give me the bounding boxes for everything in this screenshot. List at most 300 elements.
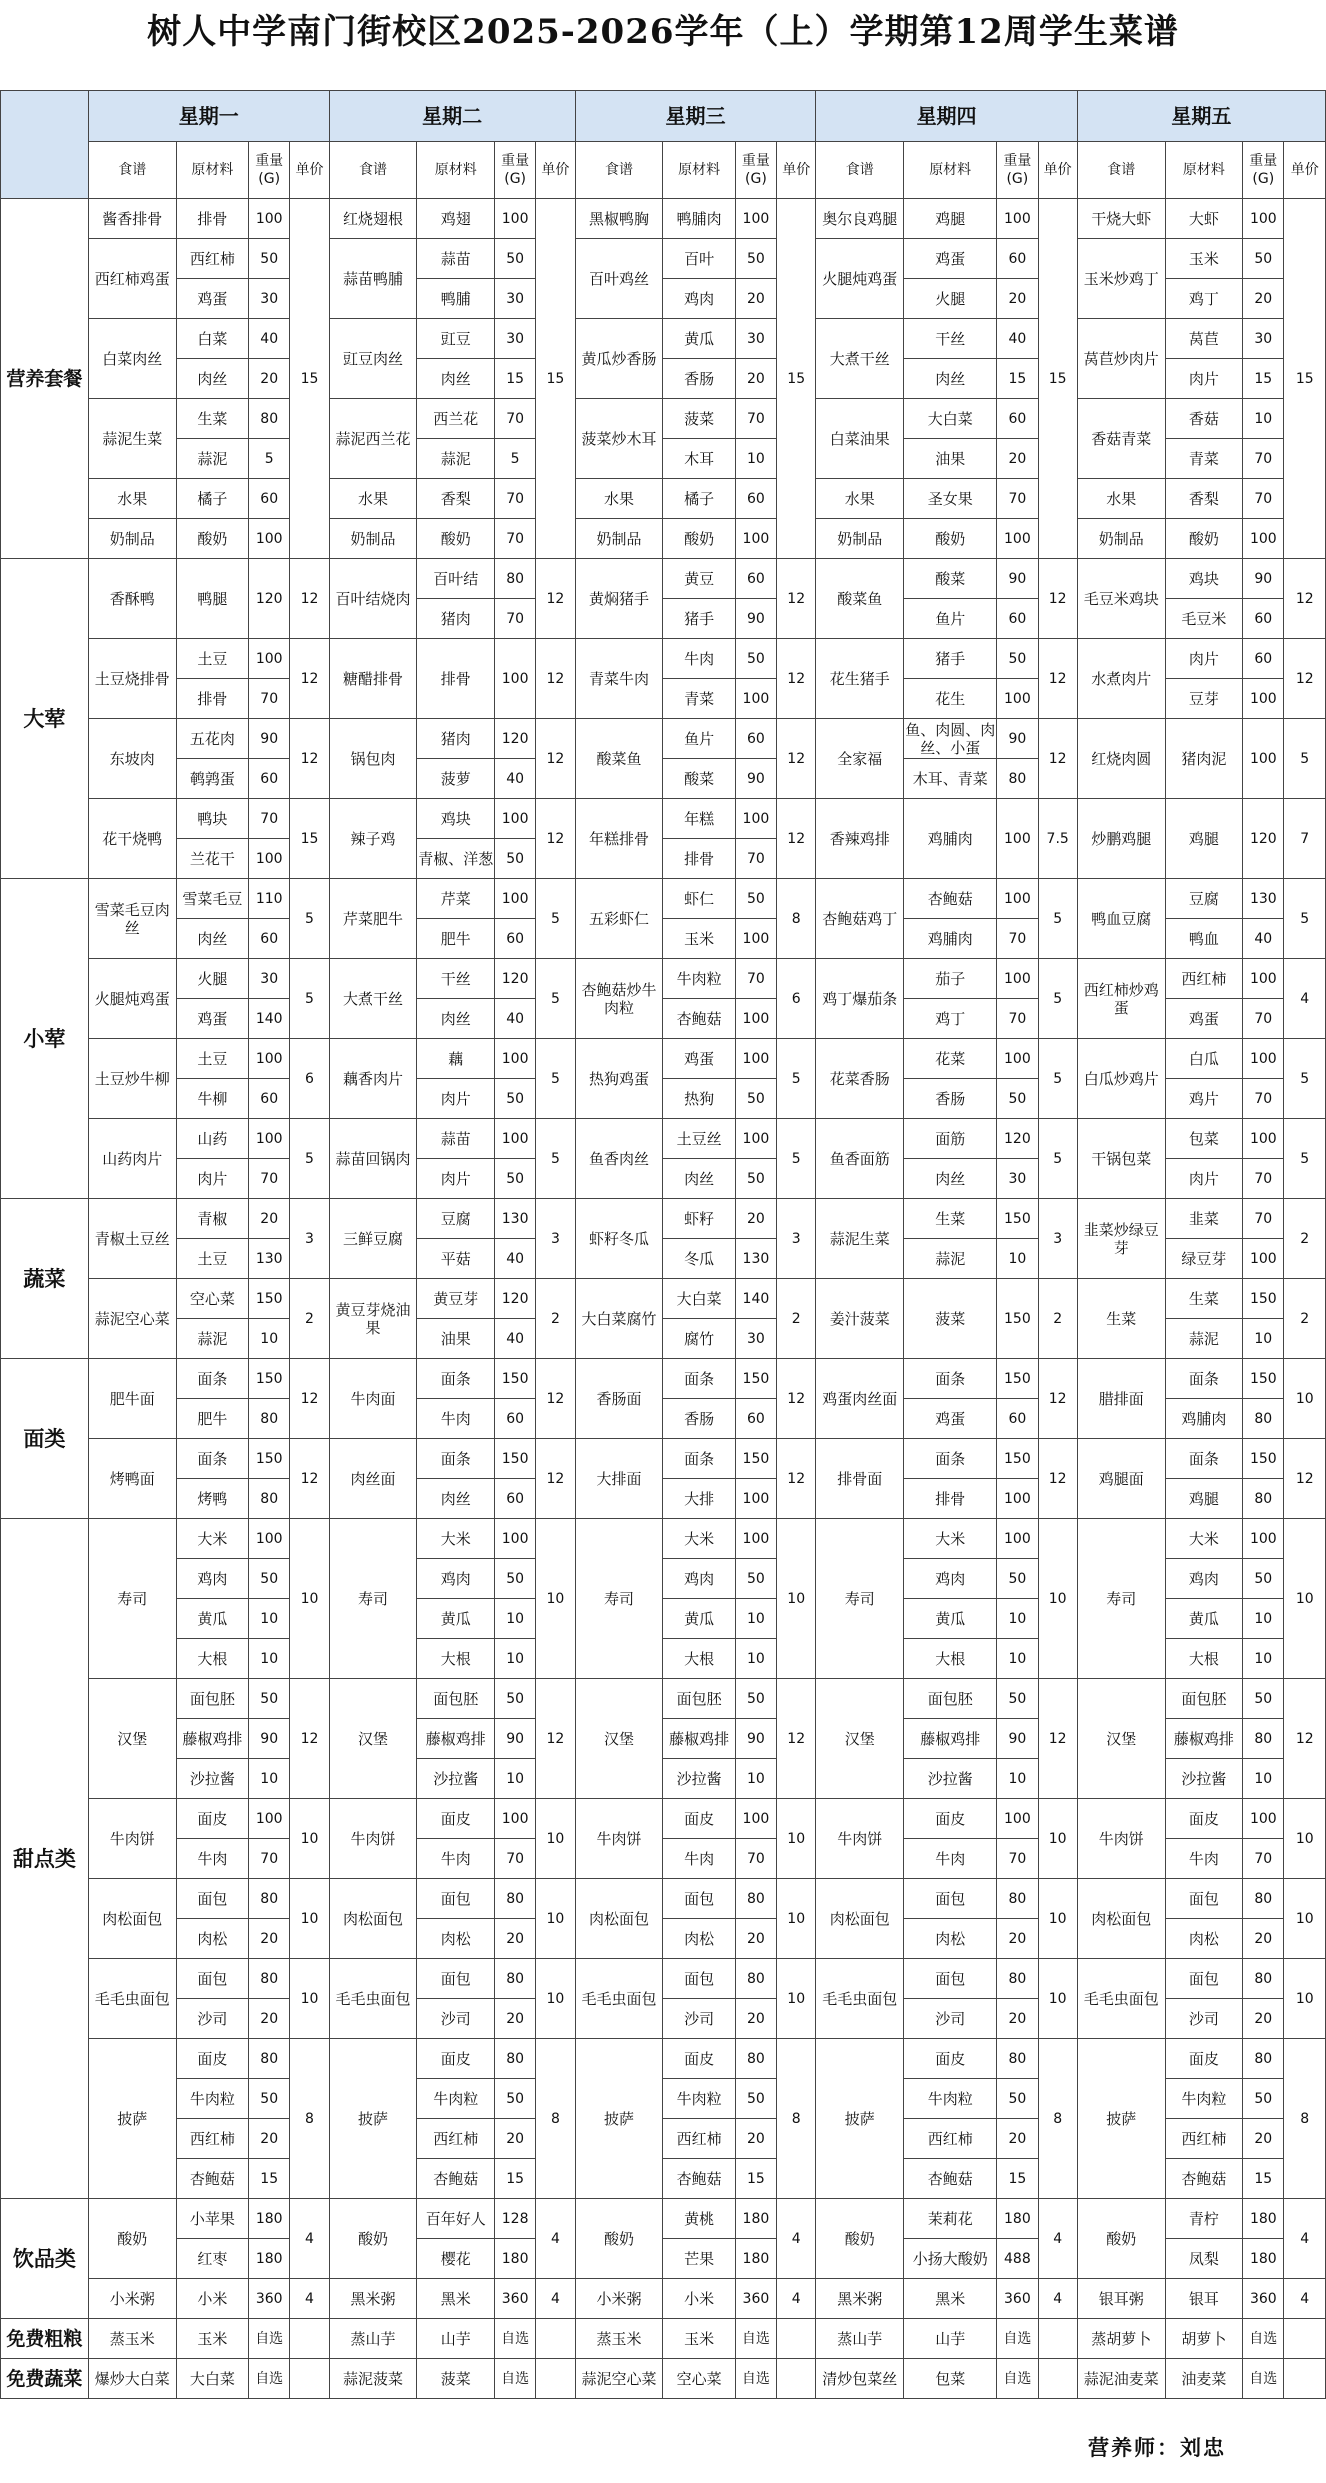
ingredient-weight: 180	[249, 2199, 290, 2239]
dish-price: 8	[290, 2039, 329, 2199]
ingredient-name: 鸡脯肉	[904, 799, 997, 879]
ingredient-name: 蒜泥	[904, 1239, 997, 1279]
ingredient-name: 面皮	[417, 2039, 495, 2079]
dish-price: 12	[777, 1679, 816, 1799]
ingredient-name: 面条	[417, 1439, 495, 1479]
ingredient-weight: 80	[997, 1879, 1038, 1919]
dish-name: 大煮干丝	[329, 959, 417, 1039]
ingredient-weight: 15	[735, 2159, 776, 2199]
col-header-dish: 食谱	[1077, 142, 1165, 199]
col-header-price: 单价	[290, 142, 329, 199]
ingredient-weight: 120	[494, 719, 535, 759]
ingredient-weight: 100	[249, 1039, 290, 1079]
ingredient-name: 鹌鹑蛋	[176, 759, 248, 799]
dish-price: 10	[1038, 1799, 1077, 1879]
menu-row	[1, 2319, 1326, 2359]
dish-name: 肉松面包	[329, 1879, 417, 1959]
ingredient-weight: 15	[997, 359, 1038, 399]
ingredient-weight: 488	[997, 2239, 1038, 2279]
dish-name: 蒜泥空心菜	[575, 2359, 663, 2399]
ingredient-name: 大米	[176, 1519, 248, 1559]
ingredient-name: 青椒、洋葱	[417, 839, 495, 879]
ingredient-weight: 70	[494, 479, 535, 519]
dish-name: 西红柿鸡蛋	[88, 239, 176, 319]
ingredient-name: 肉丝	[904, 359, 997, 399]
dish-name: 花生猪手	[816, 639, 904, 719]
ingredient-weight: 70	[1243, 479, 1284, 519]
ingredient-weight: 70	[1243, 999, 1284, 1039]
ingredient-weight: 10	[997, 1639, 1038, 1679]
col-header-price: 单价	[777, 142, 816, 199]
ingredient-weight: 70	[997, 479, 1038, 519]
dish-price: 12	[290, 719, 329, 799]
ingredient-name: 鸡丁	[904, 999, 997, 1039]
dish-name: 青椒土豆丝	[88, 1199, 176, 1279]
ingredient-name: 土豆丝	[663, 1119, 735, 1159]
ingredient-weight: 20	[249, 1999, 290, 2039]
ingredient-name: 火腿	[176, 959, 248, 999]
ingredient-name: 香肠	[663, 1399, 735, 1439]
dish-price: 5	[1038, 959, 1077, 1039]
col-header-weight: 重量(G)	[494, 142, 535, 199]
ingredient-name: 面条	[1165, 1439, 1243, 1479]
ingredient-name: 面条	[904, 1439, 997, 1479]
ingredient-weight: 60	[735, 559, 776, 599]
ingredient-name: 肉丝	[663, 1159, 735, 1199]
dish-name: 寿司	[88, 1519, 176, 1679]
ingredient-weight: 180	[997, 2199, 1038, 2239]
ingredient-name: 鱼、肉圆、肉丝、小蛋	[905, 720, 996, 757]
ingredient-weight: 100	[494, 799, 535, 839]
dish-name: 水果	[1077, 479, 1165, 519]
set-price: 15	[1284, 199, 1326, 559]
dish-name: 肉松面包	[88, 1879, 176, 1959]
dish-name: 大煮干丝	[816, 319, 904, 399]
ingredient-weight: 30	[249, 959, 290, 999]
dish-price	[1284, 2359, 1326, 2399]
dish-name: 蒜泥空心菜	[88, 1279, 176, 1359]
ingredient-weight: 40	[494, 1239, 535, 1279]
set-price: 15	[777, 199, 816, 559]
dish-name: 牛肉饼	[88, 1799, 176, 1879]
dish-price: 4	[1038, 2199, 1077, 2279]
ingredient-weight: 120	[249, 559, 290, 639]
ingredient-weight: 20	[735, 359, 776, 399]
menu-row	[1, 319, 1326, 359]
dish-name: 菠菜炒木耳	[575, 399, 663, 479]
ingredient-weight: 10	[997, 1759, 1038, 1799]
dish-name: 腊排面	[1077, 1359, 1165, 1439]
dish-name: 蒜苗回锅肉	[329, 1119, 417, 1199]
ingredient-name: 藤椒鸡排	[1165, 1719, 1243, 1759]
menu-row	[1, 2199, 1326, 2239]
dish-name: 蒸玉米	[88, 2319, 176, 2359]
category-label: 营养套餐	[1, 199, 89, 559]
ingredient-weight: 80	[735, 1959, 776, 1999]
ingredient-name: 五花肉	[176, 719, 248, 759]
dish-name: 生菜	[1077, 1279, 1165, 1359]
ingredient-name: 大排	[663, 1479, 735, 1519]
dish-name: 芹菜肥牛	[329, 879, 417, 959]
ingredient-name: 蒜苗	[417, 239, 495, 279]
ingredient-name: 茄子	[904, 959, 997, 999]
ingredient-weight: 130	[249, 1239, 290, 1279]
dish-price: 10	[1038, 1959, 1077, 2039]
ingredient-weight: 80	[997, 2039, 1038, 2079]
dish-name: 干烧大虾	[1077, 199, 1165, 239]
ingredient-weight: 80	[1243, 1479, 1284, 1519]
ingredient-name: 面包	[417, 1879, 495, 1919]
ingredient-name: 沙司	[417, 1999, 495, 2039]
ingredient-name: 杏鲍菇	[663, 2159, 735, 2199]
ingredient-weight: 20	[1243, 1999, 1284, 2039]
ingredient-weight: 20	[735, 1199, 776, 1239]
ingredient-weight: 100	[494, 1039, 535, 1079]
dish-price: 10	[1284, 1519, 1326, 1679]
dish-price: 12	[1284, 1679, 1326, 1799]
ingredient-name: 藤椒鸡排	[663, 1719, 735, 1759]
ingredient-name: 木耳、青菜	[904, 759, 997, 799]
ingredient-name: 酸菜	[904, 559, 997, 599]
dish-name: 杏鲍菇鸡丁	[816, 879, 904, 959]
dish-price: 4	[1038, 2279, 1077, 2319]
ingredient-weight: 5	[494, 439, 535, 479]
ingredient-name: 烤鸭	[176, 1479, 248, 1519]
ingredient-name: 杏鲍菇	[663, 999, 735, 1039]
ingredient-weight: 20	[997, 279, 1038, 319]
ingredient-weight: 10	[735, 1599, 776, 1639]
ingredient-name: 鸭块	[176, 799, 248, 839]
dish-name: 银耳粥	[1077, 2279, 1165, 2319]
ingredient-name: 小扬大酸奶	[904, 2239, 997, 2279]
ingredient-name: 面包	[417, 1959, 495, 1999]
dish-price: 10	[290, 1879, 329, 1959]
ingredient-name: 牛肉	[176, 1839, 248, 1879]
dish-name: 寿司	[575, 1519, 663, 1679]
dish-price: 5	[290, 879, 329, 959]
dish-price: 12	[536, 719, 575, 799]
dish-name: 炒鹏鸡腿	[1077, 799, 1165, 879]
dish-name: 奶制品	[88, 519, 176, 559]
dish-price: 12	[777, 639, 816, 719]
dish-name: 蒜泥油麦菜	[1077, 2359, 1165, 2399]
ingredient-weight: 150	[494, 1359, 535, 1399]
dish-price: 5	[536, 879, 575, 959]
dish-name: 披萨	[329, 2039, 417, 2199]
ingredient-name: 黄瓜	[663, 319, 735, 359]
ingredient-name: 玉米	[663, 919, 735, 959]
dish-price: 8	[536, 2039, 575, 2199]
ingredient-name: 牛肉	[417, 1399, 495, 1439]
ingredient-name: 牛肉粒	[417, 2079, 495, 2119]
ingredient-weight: 100	[997, 199, 1038, 239]
menu-row	[1, 479, 1326, 519]
ingredient-name: 猪肉泥	[1165, 719, 1243, 799]
dish-price: 5	[777, 1039, 816, 1119]
category-label: 大荤	[1, 559, 89, 879]
dish-price: 12	[536, 639, 575, 719]
dish-price	[777, 2319, 816, 2359]
menu-row	[1, 1119, 1326, 1159]
col-header-ingredient: 原材料	[1165, 142, 1243, 199]
ingredient-weight: 50	[1243, 1559, 1284, 1599]
ingredient-name: 面包胚	[904, 1679, 997, 1719]
menu-row	[1, 519, 1326, 559]
ingredient-weight: 150	[1243, 1279, 1284, 1319]
ingredient-weight: 80	[249, 399, 290, 439]
ingredient-name: 小苹果	[176, 2199, 248, 2239]
ingredient-weight: 自选	[997, 2319, 1038, 2359]
ingredient-name: 西红柿	[176, 2119, 248, 2159]
dish-price: 4	[1284, 959, 1326, 1039]
dish-price: 12	[536, 1439, 575, 1519]
ingredient-name: 虾仁	[663, 879, 735, 919]
ingredient-weight: 180	[1243, 2239, 1284, 2279]
ingredient-name: 豆芽	[1165, 679, 1243, 719]
ingredient-weight: 140	[735, 1279, 776, 1319]
ingredient-weight: 90	[735, 759, 776, 799]
ingredient-name: 鸡脯肉	[904, 919, 997, 959]
ingredient-name: 面筋	[904, 1119, 997, 1159]
dish-name: 山药肉片	[88, 1119, 176, 1199]
ingredient-name: 鸡蛋	[904, 239, 997, 279]
menu-row	[1, 559, 1326, 599]
ingredient-name: 玉米	[176, 2319, 248, 2359]
dish-price: 7.5	[1038, 799, 1077, 879]
ingredient-weight: 360	[735, 2279, 776, 2319]
menu-row	[1, 1679, 1326, 1719]
dish-price: 12	[1038, 1359, 1077, 1439]
dish-price: 12	[290, 559, 329, 639]
dish-name: 小米粥	[575, 2279, 663, 2319]
ingredient-name: 黄瓜	[417, 1599, 495, 1639]
ingredient-weight: 70	[1243, 1079, 1284, 1119]
dish-name: 小米粥	[88, 2279, 176, 2319]
dish-name: 清炒包菜丝	[816, 2359, 904, 2399]
dish-price: 2	[1038, 1279, 1077, 1359]
dish-name: 毛毛虫面包	[88, 1959, 176, 2039]
dish-name: 肉松面包	[575, 1879, 663, 1959]
ingredient-weight: 120	[494, 1279, 535, 1319]
ingredient-name: 香梨	[417, 479, 495, 519]
dish-price: 5	[1284, 1039, 1326, 1119]
ingredient-name: 大米	[417, 1519, 495, 1559]
ingredient-name: 大米	[663, 1519, 735, 1559]
ingredient-weight: 30	[249, 279, 290, 319]
ingredient-weight: 50	[997, 1559, 1038, 1599]
category-label: 免费粗粮	[1, 2319, 89, 2359]
ingredient-weight: 40	[249, 319, 290, 359]
ingredient-name: 面包胚	[663, 1679, 735, 1719]
ingredient-weight: 90	[735, 599, 776, 639]
ingredient-weight: 20	[1243, 279, 1284, 319]
ingredient-name: 排骨	[663, 839, 735, 879]
dish-name: 黑米粥	[816, 2279, 904, 2319]
dish-name: 毛毛虫面包	[329, 1959, 417, 2039]
ingredient-weight: 100	[249, 199, 290, 239]
dish-name: 奶制品	[329, 519, 417, 559]
ingredient-weight: 80	[1243, 1959, 1284, 1999]
ingredient-name: 土豆	[176, 639, 248, 679]
ingredient-weight: 100	[735, 1799, 776, 1839]
ingredient-weight: 130	[494, 1199, 535, 1239]
ingredient-name: 鸡翅	[417, 199, 495, 239]
dish-name: 土豆烧排骨	[88, 639, 176, 719]
ingredient-name: 面包胚	[176, 1679, 248, 1719]
menu-row	[1, 1199, 1326, 1239]
ingredient-weight: 40	[494, 999, 535, 1039]
ingredient-name: 面皮	[663, 2039, 735, 2079]
ingredient-weight: 100	[1243, 519, 1284, 559]
ingredient-weight: 120	[494, 959, 535, 999]
dish-price: 5	[1284, 719, 1326, 799]
menu-body	[1, 199, 1326, 2399]
menu-row	[1, 1039, 1326, 1079]
dish-price: 5	[536, 1119, 575, 1199]
dish-price: 2	[1284, 1279, 1326, 1359]
ingredient-weight: 80	[1243, 1719, 1284, 1759]
ingredient-weight: 150	[735, 1359, 776, 1399]
ingredient-weight: 10	[1243, 1759, 1284, 1799]
dish-name: 肉丝面	[329, 1439, 417, 1519]
dish-price: 10	[1284, 1959, 1326, 2039]
ingredient-name: 面皮	[1165, 1799, 1243, 1839]
dish-price: 2	[777, 1279, 816, 1359]
dish-name: 水果	[88, 479, 176, 519]
ingredient-weight: 100	[997, 1799, 1038, 1839]
dish-name: 肉松面包	[816, 1879, 904, 1959]
dish-price: 12	[1284, 639, 1326, 719]
dish-name: 水果	[816, 479, 904, 519]
ingredient-name: 韭菜	[1165, 1199, 1243, 1239]
ingredient-weight: 20	[1243, 1919, 1284, 1959]
ingredient-name: 菠菜	[904, 1279, 997, 1359]
ingredient-name: 黄豆	[663, 559, 735, 599]
ingredient-name: 白瓜	[1165, 1039, 1243, 1079]
ingredient-name: 蒜苗	[417, 1119, 495, 1159]
ingredient-name: 鸡肉	[176, 1559, 248, 1599]
dish-name: 水煮肉片	[1077, 639, 1165, 719]
ingredient-weight: 20	[997, 439, 1038, 479]
dish-price	[1038, 2319, 1077, 2359]
dish-name: 毛毛虫面包	[1077, 1959, 1165, 2039]
ingredient-name: 面包胚	[417, 1679, 495, 1719]
ingredient-name: 面条	[663, 1439, 735, 1479]
ingredient-weight: 150	[997, 1199, 1038, 1239]
menu-row	[1, 2359, 1326, 2399]
ingredient-name: 西红柿	[417, 2119, 495, 2159]
ingredient-weight: 90	[997, 719, 1038, 759]
dish-price: 4	[290, 2199, 329, 2279]
dish-name: 奶制品	[816, 519, 904, 559]
ingredient-weight: 100	[735, 799, 776, 839]
ingredient-name: 面皮	[663, 1799, 735, 1839]
ingredient-weight: 50	[997, 1079, 1038, 1119]
dish-name: 奶制品	[1077, 519, 1165, 559]
dish-price: 12	[777, 719, 816, 799]
ingredient-weight: 60	[735, 479, 776, 519]
ingredient-name: 肉松	[417, 1919, 495, 1959]
dish-price: 12	[536, 1679, 575, 1799]
ingredient-weight: 100	[1243, 1239, 1284, 1279]
ingredient-weight: 80	[1243, 2039, 1284, 2079]
ingredient-weight: 90	[1243, 559, 1284, 599]
dish-name: 汉堡	[816, 1679, 904, 1799]
ingredient-weight: 100	[1243, 1519, 1284, 1559]
ingredient-name: 蒜泥	[176, 1319, 248, 1359]
ingredient-weight: 40	[997, 319, 1038, 359]
menu-row	[1, 2279, 1326, 2319]
ingredient-name: 油麦菜	[1165, 2359, 1243, 2399]
ingredient-weight: 100	[1243, 199, 1284, 239]
ingredient-name: 肉片	[1165, 359, 1243, 399]
ingredient-weight: 40	[494, 1319, 535, 1359]
ingredient-weight: 70	[249, 679, 290, 719]
ingredient-weight: 100	[997, 799, 1038, 879]
ingredient-weight: 100	[1243, 1799, 1284, 1839]
dish-name: 蒸山芋	[329, 2319, 417, 2359]
corner-cell	[1, 91, 89, 199]
dish-name: 姜汁菠菜	[816, 1279, 904, 1359]
ingredient-name: 大根	[904, 1639, 997, 1679]
ingredient-weight: 100	[735, 679, 776, 719]
dish-price: 4	[290, 2279, 329, 2319]
dish-name: 黑米粥	[329, 2279, 417, 2319]
ingredient-name: 红枣	[176, 2239, 248, 2279]
dish-price	[536, 2359, 575, 2399]
ingredient-weight: 100	[735, 1479, 776, 1519]
col-header-price: 单价	[536, 142, 575, 199]
col-header-dish: 食谱	[88, 142, 176, 199]
dish-name: 百叶鸡丝	[575, 239, 663, 319]
day-header-mon: 星期一	[88, 91, 329, 142]
ingredient-weight: 自选	[1243, 2359, 1284, 2399]
ingredient-name: 白菜	[176, 319, 248, 359]
ingredient-weight: 自选	[249, 2359, 290, 2399]
dish-price: 4	[1284, 2279, 1326, 2319]
ingredient-name: 肉松	[176, 1919, 248, 1959]
ingredient-name: 排骨	[417, 639, 495, 719]
ingredient-name: 雪菜毛豆	[176, 879, 248, 919]
ingredient-weight: 100	[1243, 719, 1284, 799]
ingredient-name: 鸡片	[1165, 1079, 1243, 1119]
ingredient-name: 杏鲍菇	[417, 2159, 495, 2199]
ingredient-weight: 80	[1243, 1399, 1284, 1439]
dish-price	[290, 2359, 329, 2399]
ingredient-name: 香菇	[1165, 399, 1243, 439]
ingredient-weight: 15	[494, 2159, 535, 2199]
dish-price: 12	[290, 1679, 329, 1799]
dish-price: 8	[777, 879, 816, 959]
ingredient-weight: 60	[249, 919, 290, 959]
ingredient-name: 酸奶	[176, 519, 248, 559]
dish-name: 毛豆米鸡块	[1077, 559, 1165, 639]
ingredient-weight: 10	[1243, 1319, 1284, 1359]
ingredient-weight: 50	[494, 1679, 535, 1719]
ingredient-name: 鸭血	[1165, 919, 1243, 959]
dish-name: 锅包肉	[329, 719, 417, 799]
ingredient-weight: 30	[735, 1319, 776, 1359]
ingredient-name: 年糕	[663, 799, 735, 839]
dish-price: 8	[1284, 2039, 1326, 2199]
ingredient-weight: 90	[997, 1719, 1038, 1759]
ingredient-name: 西红柿	[1165, 2119, 1243, 2159]
ingredient-name: 沙司	[904, 1999, 997, 2039]
ingredient-name: 凤梨	[1165, 2239, 1243, 2279]
ingredient-name: 芒果	[663, 2239, 735, 2279]
ingredient-name: 面包	[663, 1879, 735, 1919]
ingredient-weight: 100	[1243, 959, 1284, 999]
